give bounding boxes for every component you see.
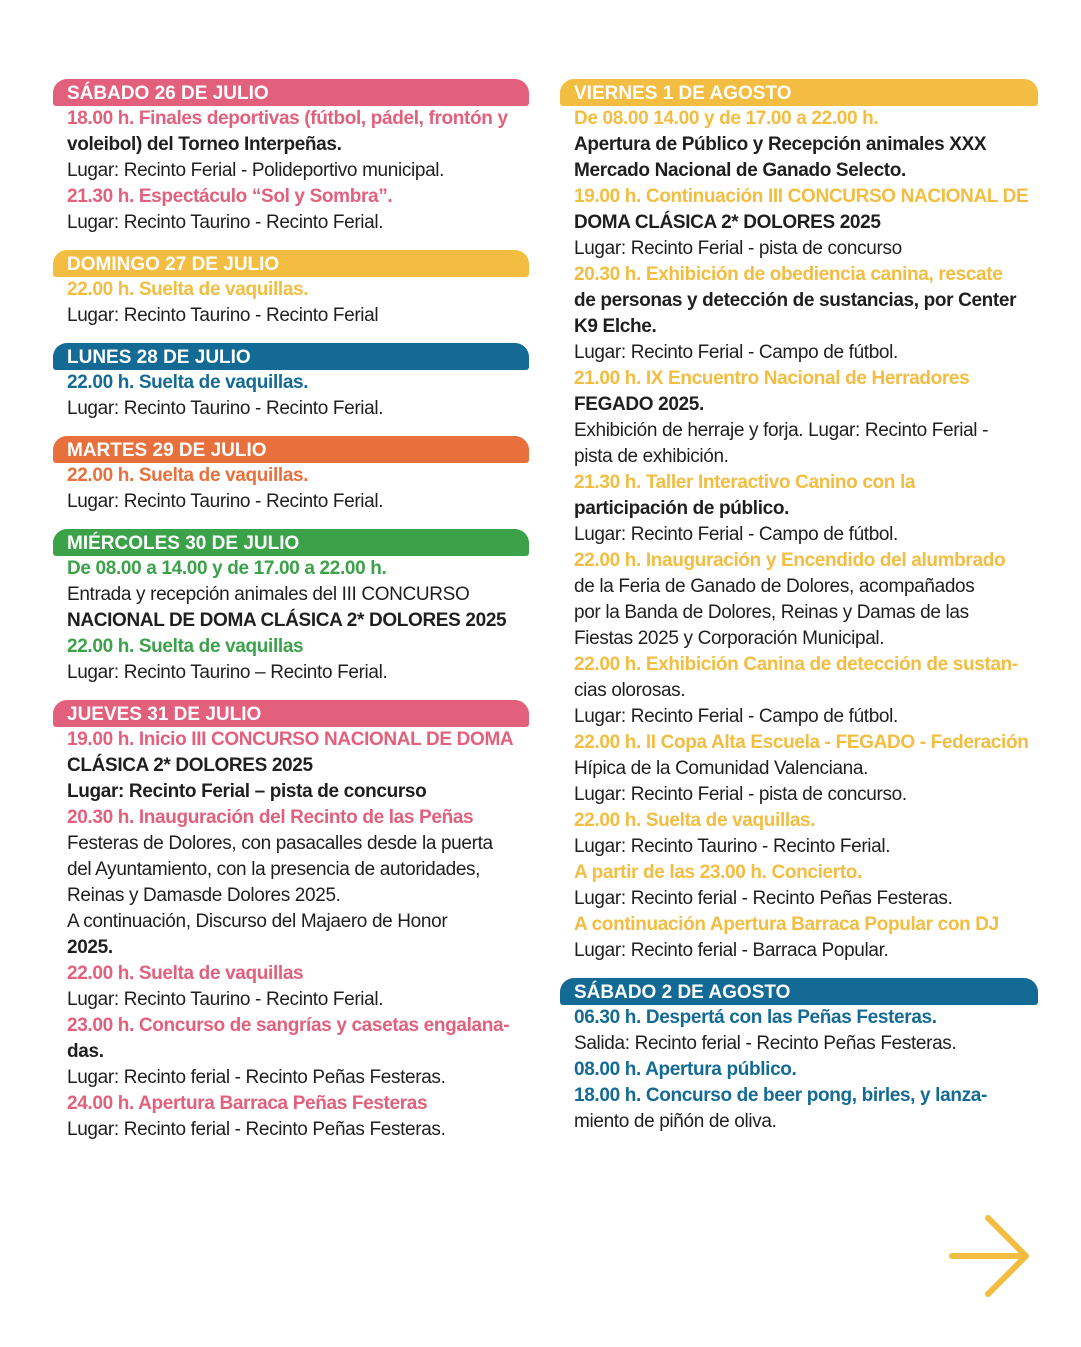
schedule-line: Lugar: Recinto Taurino - Recinto Ferial. — [67, 398, 384, 419]
schedule-line: Lugar: Recinto ferial - Recinto Peñas Festeras. — [67, 1119, 446, 1140]
schedule-line: Lugar: Recinto Ferial - Campo de fútbol. — [574, 524, 898, 545]
schedule-line: 21.30 h. Taller Interactivo Canino con la — [574, 472, 916, 493]
schedule-line: Lugar: Recinto Taurino - Recinto Ferial. — [67, 989, 384, 1010]
day-jueves-31-julio — [53, 700, 529, 1143]
schedule-line: Lugar: Recinto ferial - Barraca Popular. — [574, 940, 889, 961]
schedule-line: de la Feria de Ganado de Dolores, acompañados — [574, 576, 975, 597]
schedule-line: 20.30 h. Inauguración del Recinto de las Peñas — [67, 807, 474, 828]
schedule-line: A continuación Apertura Barraca Popular con DJ — [574, 914, 999, 935]
day-schedule — [53, 277, 529, 329]
day-martes-29-julio — [53, 436, 529, 515]
schedule-line: por la Banda de Dolores, Reinas y Damas de las — [574, 602, 969, 623]
schedule-line: das. — [67, 1041, 104, 1062]
schedule-line: Lugar: Recinto Taurino - Recinto Ferial. — [67, 212, 384, 233]
schedule-line: NACIONAL DE DOMA CLÁSICA 2* DOLORES 2025 — [67, 610, 507, 631]
schedule-line: Lugar: Recinto Taurino - Recinto Ferial. — [67, 491, 384, 512]
schedule-line: de personas y detección de sustancias, por Center — [574, 290, 1017, 311]
day-sabado-26-julio — [53, 79, 529, 236]
day-schedule — [53, 106, 529, 236]
schedule-line: Lugar: Recinto ferial - Recinto Peñas Festeras. — [574, 888, 953, 909]
schedule-line: De 08.00 a 14.00 y de 17.00 a 22.00 h. — [67, 558, 387, 579]
schedule-line: Lugar: Recinto Ferial - Campo de fútbol. — [574, 342, 898, 363]
left-column — [53, 79, 529, 1157]
schedule-line: Lugar: Recinto Taurino - Recinto Ferial — [67, 305, 379, 326]
day-sabado-2-agosto — [560, 978, 1038, 1135]
schedule-line: A partir de las 23.00 h. Concierto. — [574, 862, 862, 883]
day-schedule — [53, 370, 529, 422]
schedule-line: Lugar: Recinto Ferial - Campo de fútbol. — [574, 706, 898, 727]
day-header: MIÉRCOLES 30 DE JULIO — [53, 529, 529, 556]
schedule-line: Lugar: Recinto Ferial - pista de concurso. — [574, 784, 907, 805]
day-schedule — [53, 463, 529, 515]
day-viernes-1-agosto — [560, 79, 1038, 964]
schedule-line: 19.00 h. Inicio III CONCURSO NACIONAL DE DOMA — [67, 729, 514, 750]
schedule-line: 22.00 h. Inauguración y Encendido del alumbrado — [574, 550, 1006, 571]
day-schedule — [560, 106, 1038, 964]
schedule-line: miento de piñón de oliva. — [574, 1111, 777, 1132]
schedule-line: FEGADO 2025. — [574, 394, 704, 415]
schedule-line: participación de público. — [574, 498, 790, 519]
schedule-line: Mercado Nacional de Ganado Selecto. — [574, 160, 906, 181]
schedule-line: pista de exhibición. — [574, 446, 729, 467]
schedule-line: 19.00 h. Continuación III CONCURSO NACIONAL DE — [574, 186, 1029, 207]
day-schedule — [53, 727, 529, 1143]
day-miercoles-30-julio — [53, 529, 529, 686]
schedule-line: 24.00 h. Apertura Barraca Peñas Festeras — [67, 1093, 428, 1114]
schedule-line: Lugar: Recinto Ferial – pista de concurso — [67, 781, 427, 802]
schedule-line: Lugar: Recinto ferial - Recinto Peñas Festeras. — [67, 1067, 446, 1088]
day-header: MARTES 29 DE JULIO — [53, 436, 529, 463]
schedule-line: 22.00 h. II Copa Alta Escuela - FEGADO - Federación — [574, 732, 1029, 753]
schedule-line: 21.00 h. IX Encuentro Nacional de Herradores — [574, 368, 970, 389]
schedule-line: CLÁSICA 2* DOLORES 2025 — [67, 755, 313, 776]
schedule-line: del Ayuntamiento, con la presencia de autoridades, — [67, 859, 481, 880]
day-header: JUEVES 31 DE JULIO — [53, 700, 529, 727]
schedule-line: Hípica de la Comunidad Valenciana. — [574, 758, 869, 779]
schedule-line: Reinas y Damasde Dolores 2025. — [67, 885, 341, 906]
day-header: SÁBADO 2 DE AGOSTO — [560, 978, 1038, 1005]
day-header: DOMINGO 27 DE JULIO — [53, 250, 529, 277]
schedule-line: 08.00 h. Apertura público. — [574, 1059, 797, 1080]
schedule-line: Salida: Recinto ferial - Recinto Peñas Festeras. — [574, 1033, 957, 1054]
schedule-line: Lugar: Recinto Ferial - Polideportivo municipal. — [67, 160, 445, 181]
day-schedule — [53, 556, 529, 686]
right-column — [560, 79, 1038, 1149]
schedule-line: Lugar: Recinto Taurino – Recinto Ferial. — [67, 662, 388, 683]
schedule-line: Apertura de Público y Recepción animales XXX — [574, 134, 987, 155]
arrow-right-icon[interactable] — [948, 1212, 1034, 1300]
schedule-line: DOMA CLÁSICA 2* DOLORES 2025 — [574, 212, 881, 233]
schedule-line: Lugar: Recinto Ferial - pista de concurso — [574, 238, 902, 259]
schedule-line: 22.00 h. Exhibición Canina de detección de sustan- — [574, 654, 1018, 675]
schedule-line: 22.00 h. Suelta de vaquillas. — [67, 465, 309, 486]
schedule-line: Entrada y recepción animales del III CONCURSO — [67, 584, 470, 605]
day-header: VIERNES 1 DE AGOSTO — [560, 79, 1038, 106]
schedule-line: voleibol) del Torneo Interpeñas. — [67, 134, 342, 155]
schedule-line: 22.00 h. Suelta de vaquillas. — [67, 279, 309, 300]
schedule-line: 22.00 h. Suelta de vaquillas. — [574, 810, 816, 831]
schedule-line: A continuación, Discurso del Majaero de Honor — [67, 911, 448, 932]
schedule-line: De 08.00 14.00 y de 17.00 a 22.00 h. — [574, 108, 879, 129]
day-lunes-28-julio — [53, 343, 529, 422]
schedule-line: 18.00 h. Finales deportivas (fútbol, pádel, frontón y — [67, 108, 508, 129]
day-header: LUNES 28 DE JULIO — [53, 343, 529, 370]
schedule-line: Lugar: Recinto Taurino - Recinto Ferial. — [574, 836, 891, 857]
schedule-line: 22.00 h. Suelta de vaquillas. — [67, 372, 309, 393]
day-domingo-27-julio — [53, 250, 529, 329]
schedule-line: Festeras de Dolores, con pasacalles desde la puerta — [67, 833, 493, 854]
schedule-line: 23.00 h. Concurso de sangrías y casetas engalana- — [67, 1015, 510, 1036]
schedule-line: 20.30 h. Exhibición de obediencia canina, rescate — [574, 264, 1003, 285]
day-header: SÁBADO 26 DE JULIO — [53, 79, 529, 106]
day-schedule — [560, 1005, 1038, 1135]
schedule-line: Fiestas 2025 y Corporación Municipal. — [574, 628, 885, 649]
schedule-line: 2025. — [67, 937, 113, 958]
schedule-line: 22.00 h. Suelta de vaquillas — [67, 963, 304, 984]
schedule-line: 22.00 h. Suelta de vaquillas — [67, 636, 304, 657]
schedule-line: K9 Elche. — [574, 316, 657, 337]
schedule-line: cias olorosas. — [574, 680, 686, 701]
schedule-line: 06.30 h. Despertá con las Peñas Festeras. — [574, 1007, 937, 1028]
schedule-line: 21.30 h. Espectáculo “Sol y Sombra”. — [67, 186, 393, 207]
schedule-line: 18.00 h. Concurso de beer pong, birles, y lanza- — [574, 1085, 987, 1106]
schedule-line: Exhibición de herraje y forja. Lugar: Recinto Ferial - — [574, 420, 989, 441]
